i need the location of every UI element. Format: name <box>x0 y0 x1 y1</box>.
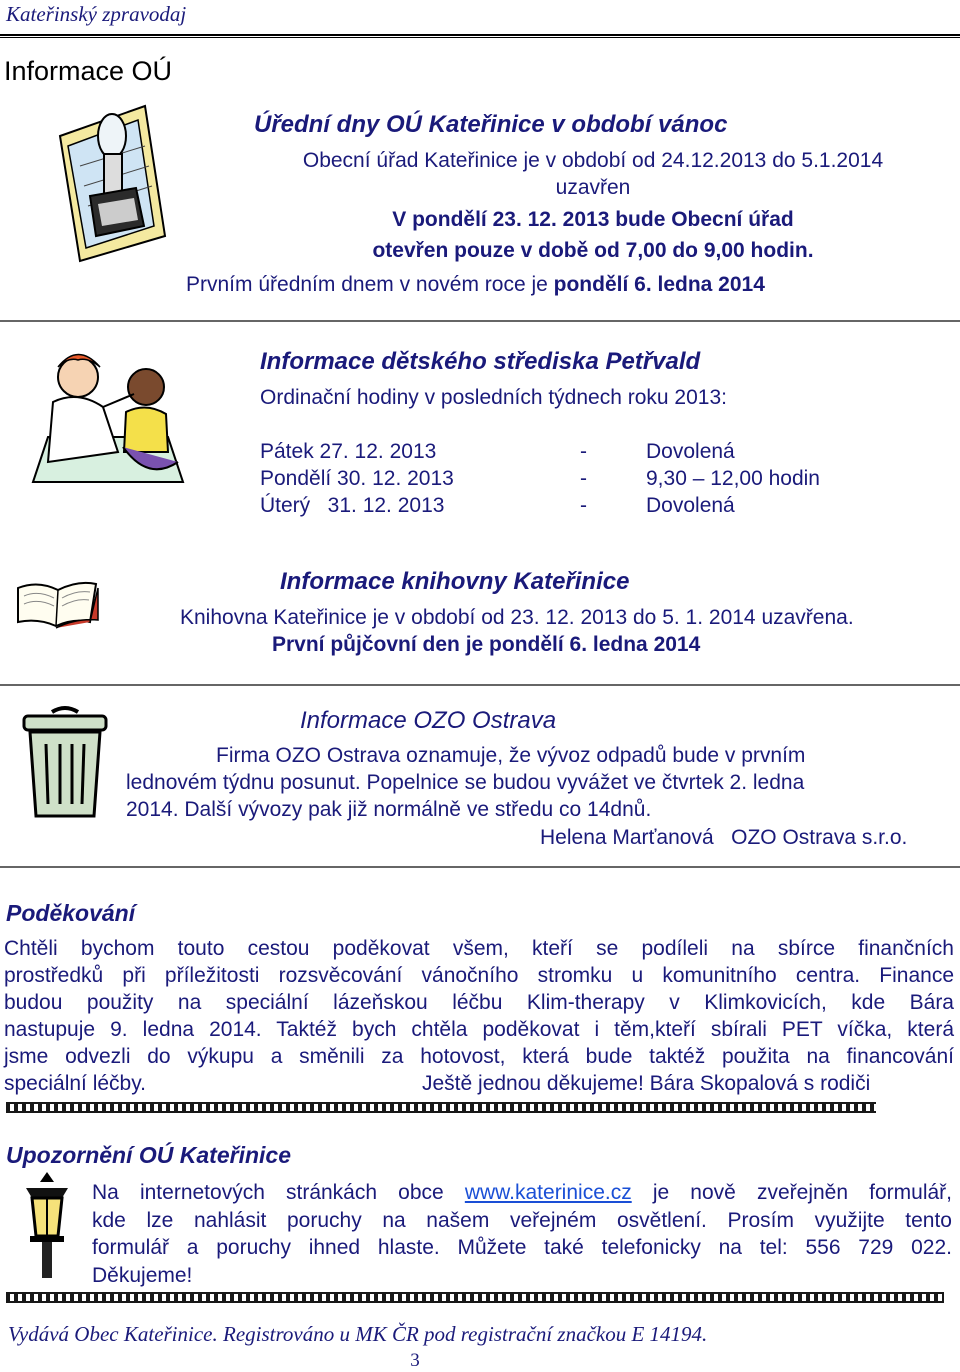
office-line-4: otevřen pouze v době od 7,00 do 9,00 hodin. <box>372 239 814 262</box>
clinic-row-day: Pátek 27. 12. 2013 <box>260 440 437 463</box>
office-first-day: pondělí 6. ledna 2014 <box>553 273 765 296</box>
ozo-line-2: lednovém týdnu posunut. Popelnice se budou vyvážet ve čtvrtek 2. ledna <box>126 771 805 794</box>
ozo-signature: Helena Marťanová OZO Ostrava s.r.o. <box>540 826 908 849</box>
dash-separator-1 <box>6 1102 876 1113</box>
clinic-row-value: 9,30 – 12,00 hodin <box>646 467 820 490</box>
thanks-line: jsme odvezli do výkupu a směnili za hotovost, která bude taktéž použita na financování <box>4 1045 954 1068</box>
notice-line-4: Děkujeme! <box>92 1263 193 1287</box>
website-link[interactable]: www.katerinice.cz <box>464 1181 632 1204</box>
notice-body <box>92 1179 952 1289</box>
divider-3 <box>0 866 960 868</box>
newsletter-title: Kateřinský zpravodaj <box>6 2 187 26</box>
clinic-row-day: Úterý 31. 12. 2013 <box>260 494 445 517</box>
thanks-last-a: speciální léčby. <box>4 1072 147 1095</box>
thanks-last-line <box>4 1070 954 1097</box>
clinic-row-value: Dovolená <box>646 440 735 463</box>
header-rule <box>0 34 960 36</box>
clinic-row-sep: - <box>580 494 587 517</box>
office-line-5-text: Prvním úředním dnem v novém roce je <box>186 273 554 296</box>
ozo-line-1: Firma OZO Ostrava oznamuje, že vývoz odpadů bude v prvním <box>216 744 806 767</box>
footer-text: Vydává Obec Kateřinice. Registrováno u MK ČR pod registrační značkou E 14194. <box>8 1322 708 1346</box>
street-lamp-icon <box>16 1170 78 1280</box>
thanks-line: Chtěli bychom touto cestou poděkovat všem, kteří se podíleli na sbírce finančních <box>4 937 954 960</box>
thanks-body <box>4 935 954 1097</box>
library-line-2: První půjčovní den je pondělí 6. ledna 2014 <box>272 633 701 656</box>
notice-heading: Upozornění OÚ Kateřinice <box>6 1142 291 1168</box>
notice-line-2: kde lze nahlásit poruchy na našem veřejném osvětlení. Prosím využijte tento <box>92 1208 952 1232</box>
notice-line-3: formulář a poruchy ihned hlaste. Můžete také telefonicky na tel: 556 729 022. <box>92 1236 952 1259</box>
thanks-last-b: Ještě jednou děkujeme! Bára Skopalová s rodiči <box>422 1072 871 1095</box>
library-title: Informace knihovny Kateřinice <box>280 568 630 595</box>
header-rule-thin <box>0 37 960 38</box>
notice-line-1-b: je nově zveřejněn formulář, <box>631 1181 952 1204</box>
doctor-child-icon <box>28 342 188 492</box>
clinic-row-sep: - <box>580 440 587 463</box>
clinic-row-day: Pondělí 30. 12. 2013 <box>260 467 454 490</box>
office-line-1: Obecní úřad Kateřinice je v období od 24.12.2013 do 5.1.2014 <box>302 149 884 172</box>
clinic-row-value: Dovolená <box>646 494 735 517</box>
notice-line-1 <box>92 1179 952 1207</box>
office-line-2: uzavřen <box>555 176 631 199</box>
office-line-3: V pondělí 23. 12. 2013 bude Obecní úřad <box>392 208 794 231</box>
divider-2 <box>0 684 960 686</box>
section-heading-ou: Informace OÚ <box>4 56 173 86</box>
ozo-title: Informace OZO Ostrava <box>300 707 557 734</box>
office-stamp-icon <box>50 96 170 266</box>
page-number: 3 <box>410 1350 420 1371</box>
thanks-line: prostředků při příležitosti rozsvěcování vánočního stromku u komunitního centra. Finance <box>4 964 954 987</box>
dash-separator-2 <box>6 1292 944 1303</box>
thanks-line: budou použity na speciální lázeňskou léčbu Klim-therapy v Klimkovicích, kde Bára <box>4 991 954 1014</box>
clinic-subtitle: Ordinační hodiny v posledních týdnech roku 2013: <box>260 386 727 409</box>
clinic-row-sep: - <box>580 467 587 490</box>
office-line-5 <box>186 273 765 297</box>
library-line-1: Knihovna Kateřinice je v období od 23. 12. 2013 do 5. 1. 2014 uzavřena. <box>180 606 854 629</box>
divider-1 <box>0 320 960 322</box>
ozo-line-3: 2014. Další vývozy pak již normálně ve středu co 14dnů. <box>126 798 652 821</box>
notice-line-1-a: Na internetových stránkách obce <box>92 1181 465 1204</box>
clinic-title: Informace dětského střediska Petřvald <box>260 348 701 375</box>
thanks-line: nastupuje 9. ledna 2014. Taktéž bych chtěla poděkovat i těm,kteří sbírali PET víčka, která <box>4 1018 954 1041</box>
trash-can-icon <box>20 704 110 824</box>
office-title: Úřední dny OÚ Kateřinice v období vánoc <box>254 111 728 138</box>
thanks-heading: Poděkování <box>6 900 136 926</box>
open-book-icon <box>14 574 100 630</box>
